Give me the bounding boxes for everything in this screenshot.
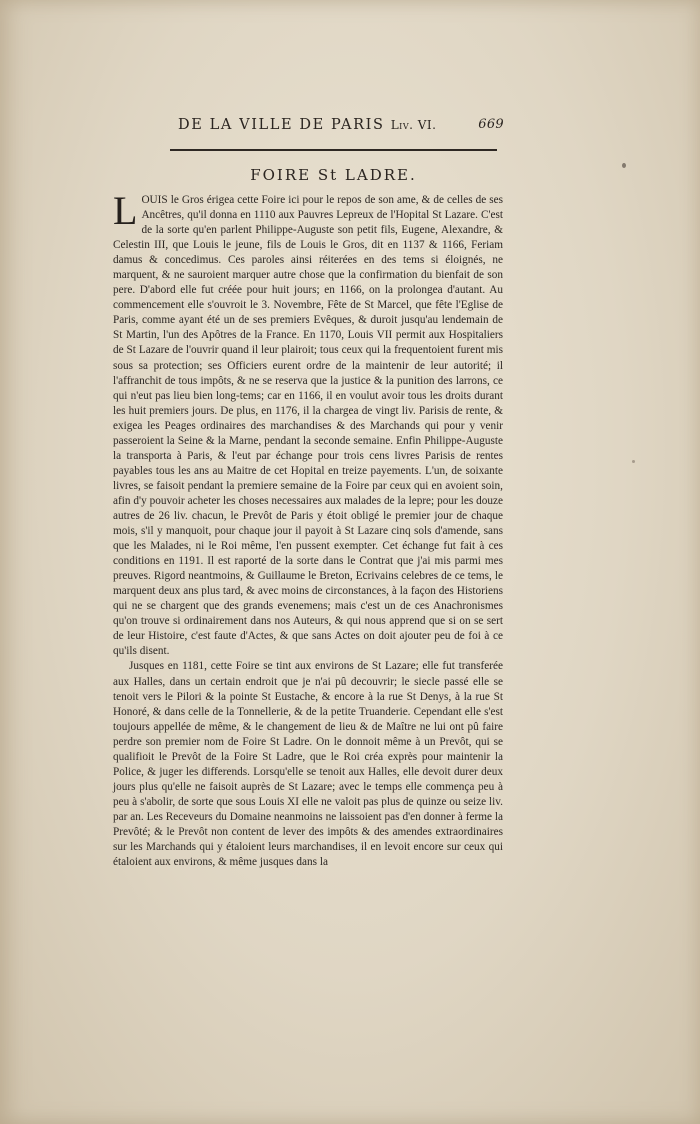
ink-spot	[632, 460, 635, 463]
ink-spot	[622, 163, 626, 168]
paragraph-2: Jusques en 1181, cette Foire se tint aux environs de St Lazare; elle fut transferée aux Halles, dans un certain endroit que je n'ai pû decouvrir; le siecle passé elle se tenoit vers le Pilori & la pointe St Eustache, & encore à la rue St Denys, à la rue St Honoré, & dans celle de la Tonnellerie, & de la petite Truanderie. Cependant elle s'est toujours appellée de même, & le changement de lieu & de Maître ne lui ont pû faire perdre son premier nom de Foire St Ladre. On le donnoit même à un Prevôt, qui se qualifioit le Prevôt de la Foire St Ladre, que le Roi créa exprès pour maintenir la Police, & juger les differends. Lorsqu'elle se tenoit aux Halles, elle devoit durer deux jours plus qu'elle ne faisoit auprès de St Lazare; avec le temps elle commença peu à peu à s'abolir, de sorte que sous Louis XI elle ne valoit pas plus de quinze ou seize liv. par an. Les Receveurs du Domaine neanmoins ne laissoient pas d'en donner à ferme la Prevôté; & le Prevôt non content de lever des impôts & des amendes extraordinaires sur les Marchands qui y étaloient leurs marchandises, il en levoit encore sur ceux qui étaloient aux environs, & même jusques dans la	[113, 660, 503, 869]
paragraph-1	[113, 188, 503, 659]
running-head	[178, 117, 436, 133]
drop-cap: L	[113, 188, 138, 233]
page-number: 669	[478, 117, 504, 132]
paragraph-1-text: OUIS le Gros érigea cette Foire ici pour le repos de son ame, & de celles de ses Ancêtres, qu'il donna en 1110 aux Pauvres Lepreux de l'Hopital St Lazare. C'est de la sorte qu'en parlent Philippe-Auguste son petit fils, Eugene, Alexandre, & Celestin III, que Louis le jeune, fils de Louis le Gros, dit en 1137 & 1166, Feriam damus & concedimus. Ces paroles ainsi réiterées en des tems si éloignés, ne marquent, & ne sauroient marquer autre chose que la confirmation du bienfait de son pere. D'abord elle fut créée pour huit jours; en 1166, on la prolongea d'autant. Au commencement elle s'ouvroit le 3. Novembre, Fête de St Marcel, que fête l'Eglise de Paris, comme ayant été un de ses premiers Evêques, & duroit jusqu'au lendemain de St Martin, l'un des Apôtres de la France. En 1170, Louis VII permit aux Hospitaliers de St Lazare de l'ouvrir quand il leur plairoit; tous ceux qui la frequentoient furent mis sous sa protection; ses Officiers eurent ordre de la maintenir de leur autorité; il l'affranchit de tous impôts, & ne se reserva que la justice & la punition des larrons, ce qui n'eut pas lieu bien long-tems; car en 1166, il en voulut avoir tous les droits durant les huit premiers jours. De plus, en 1176, il la chargea de vingt liv. Parisis de rente, & exigea les Peages ordinaires des marchandises & des Marchands qui pour y venir passeroient la Seine & la Marne, pendant la seconde semaine. Enfin Philippe-Auguste la transporta à Paris, & l'eut par échange pour trois cens livres Parisis de rentes payables tous les ans au Maitre de cet Hopital en treize payements. L'un, de soixante livres, se faisoit pendant la premiere semaine de la Foire par ceux qui en avoient soin, afin d'y pouvoir acheter les choses necessaires aux malades de la lepre; pour les douze autres de 26 liv. chacun, le Prevôt de Paris y étoit obligé le premier jour de chaque mois, s'il y manquoit, pour chaque jour il payoit à St Lazare cinq sols d'amende, sans que les Malades, ni le Roi même, l'en pussent exempter. Cet échange fut fait à ces conditions en 1191. Il est raporté de la sorte dans le Contrat que j'ai mis parmi mes preuves. Rigord neantmoins, & Guillaume le Breton, Ecrivains celebres de ce tems, le marquent deux ans plus tard, & avec moins de circonstances, à la façon des Historiens qui ne se chargent que des grands evenemens; mais c'est un de ces Anachronismes qu'on trouve si ordinairement dans nos Auteurs, & qui nous apprend que si on se sert de leur Histoire, c'est faute d'Actes, & que sans Actes on doit ajouter peu de foi à ce qu'ils disent.	[113, 194, 503, 658]
running-head-book: Liv. VI.	[390, 118, 437, 132]
page-header	[178, 117, 504, 137]
header-rule	[170, 149, 497, 151]
section-title: FOIRE St LADRE.	[250, 166, 417, 184]
running-head-title: DE LA VILLE DE PARIS	[178, 117, 385, 133]
body-text	[113, 188, 503, 870]
